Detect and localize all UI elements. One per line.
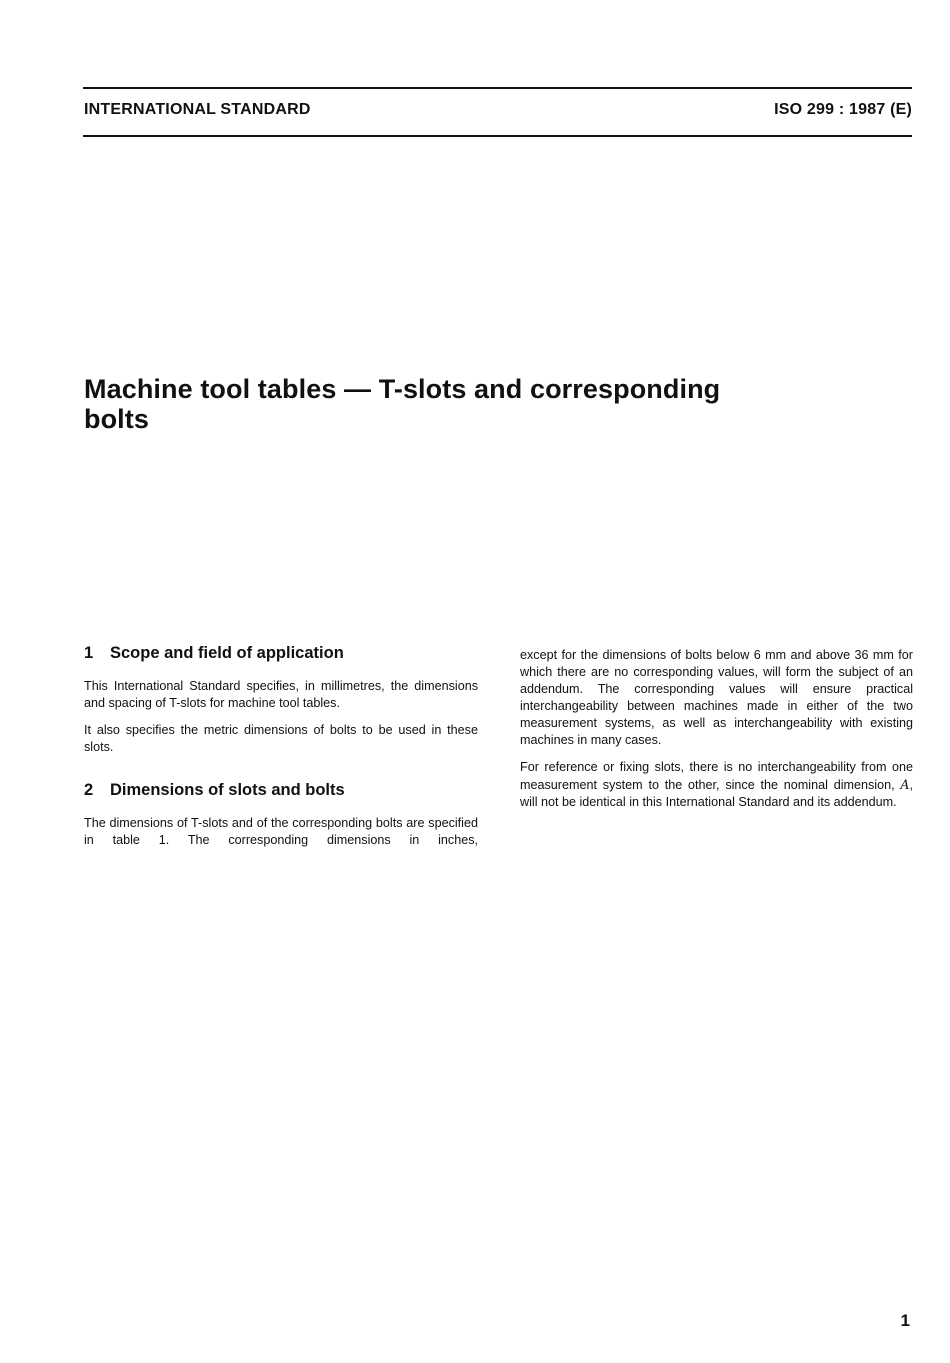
section-1-paragraph-1: This International Standard specifies, in millimetres, the dimensions and spacing of T-slots for machine tool tables. (84, 679, 478, 710)
header-bottom-rule (83, 135, 912, 137)
paragraph-3-text-start: For reference or fixing slots, there is no interchangeability from one measurement system to the other, since the nominal dimension, (520, 760, 913, 792)
section-2-paragraph-3 (520, 759, 913, 811)
section-1-paragraph-2: It also specifies the metric dimensions of bolts to be used in these slots. (84, 723, 478, 754)
left-column (84, 643, 478, 859)
header-top-rule (83, 87, 912, 89)
section-2-heading (84, 780, 478, 800)
section-1-number: 1 (84, 644, 94, 662)
paragraph-3-text-end: , will not be identical in this International Standard and its addendum. (520, 778, 913, 809)
section-2-paragraph-2: except for the dimensions of bolts below 6 mm and above 36 mm for which there are no corresponding values, will form the subject of an addendum. The corresponding values will ensure practical interchangeability between machines made in either of the two measurement systems, as well as interchangeability with existing machines in many cases. (520, 648, 913, 747)
title-line-2: bolts (84, 404, 149, 434)
page-number: 1 (900, 1311, 910, 1330)
dimension-variable: A (900, 777, 910, 792)
right-column (520, 647, 913, 821)
title-line-1: Machine tool tables — T-slots and corresponding (84, 374, 721, 404)
section-1-heading (84, 643, 478, 663)
section-1-title: Scope and field of application (110, 644, 344, 662)
section-2-title: Dimensions of slots and bolts (110, 781, 345, 799)
section-2-number: 2 (84, 781, 94, 799)
document-type-label: INTERNATIONAL STANDARD (84, 101, 311, 118)
document-title (84, 374, 844, 434)
section-2-paragraph-1: The dimensions of T-slots and of the corresponding bolts are specified in table 1. The corresponding dimensions in inches, (84, 816, 478, 847)
standard-reference: ISO 299 : 1987 (E) (774, 101, 912, 118)
